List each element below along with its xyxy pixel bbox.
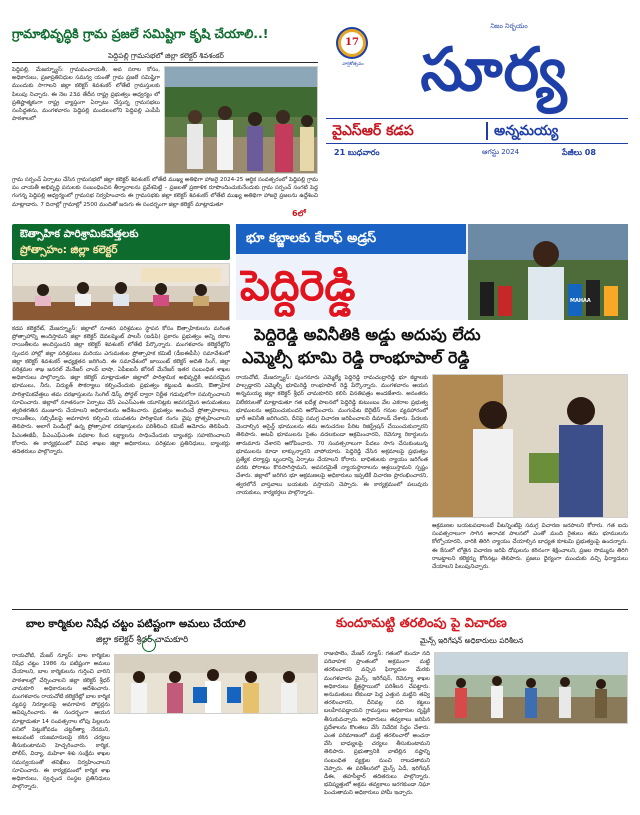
lead-banner-strip — [236, 224, 466, 254]
story2-body: కడప కలెక్టరేట్, మేజర్న్యూస్: జిల్లాలో నూతన పరిశ్రమలు స్థాపన కోసం ఔత్సాహికులను మరింత ప్రోత్సాహాన్ని అందిస్తామని జిల్లా కలెక్టర్ డెవలప్మెంట్ పాలసీ (ఐడిపి) ప్రకారం ప్రభుత్వం అన్ని రకాల రాయితీలను అందిస్తుందని జిల్లా కలెక్టర్ శివశంకర్ లోతేటి పేర్కొన్నారు. మంగళవారం కలెక్టరేట్లోని స్పందన హాల్లో జిల్లా పరిశ్రమలు మరియు ఎగుమతుల ప్రోత్సాహక కమిటీ (డీఐఈపీసీ) సమావేశంలో జిల్లా కలెక్టర్ శివశంకర్ అధ్యక్షతన జరిగింది. ఈ సమావేశంలో జాయింట్ కలెక్టర్ అదితి సింగ్, జిల్లా పరిశ్రమల శాఖ జనరల్ మేనేజర్ చాంద్ బాషా, ఏపీఐఐసీ జోనల్ మేనేజర్ ఇతర సంబంధిత శాఖల అధికారులు పాల్గొన్నారు. జిల్లా కలెక్టర్ మాట్లాడుతూ జిల్లాలో పారిశ్రామిక అభివృద్ధికి అవసరమైన భూములు, నీరు, విద్యుత్ సౌకర్యాలు కల్పించేందుకు ప్రభుత్వం కట్టుబడి ఉందని, ఔత్సాహిక పారిశ్రామికవేత్తలు తమ దరఖాస్తులను సింగిల్ డెస్క్ పోర్టల్ ద్వారా నిర్ణీత గడువులోగా సమర్పించాలని సూచించారు. జిల్లాలో నూతనంగా ఏర్పాటు చేసే ఎంఎస్ఎంఈ యూనిట్లకు అవసరమైన అనుమతులు త్వరితగతిన మంజూరు చేయాలని అధికారులను ఆదేశించారు. ప్రభుత్వం అందించే ప్రోత్సాహకాలు, రాయితీలు, సబ్సిడీలపై అవగాహన కల్పించి యువతను పారిశ్రామిక రంగం వైపు ప్రోత్సహించాలని తెలిపారు. అలాగే పెండింగ్లో ఉన్న ప్రోత్సాహక దరఖాస్తులను పరిశీలించి కమిటీ ఆమోదం తెలిపింది. పీఎంఈజీపీ, పీఎంఎఫ్ఎంఈ పథకాల కింద లక్ష్యాలను సాధించేందుకు బ్యాంకర్లు సహకరించాలని కోరారు. ఈ కార్యక్రమంలో వివిధ శాఖల జిల్లా అధికారులు, పరిశ్రమల ప్రతినిధులు, బ్యాంకర్లు తదితరులు పాల్గొన్నారు. — [12, 326, 230, 456]
story3-headline: బాల కార్మికుల నిషేధ చట్టం పటిష్టంగా అమలు చేయాలి — [26, 618, 246, 630]
story3-body: రాయచోటి, మేజర్ న్యూస్: బాల కార్మికుల నిషేధ చట్టం 1986 ను పటిష్టంగా అమలు చేయాలని, బాల కార్మికులను గుర్తించి వారిని పాఠశాలల్లో చేర్పించాలని జిల్లా కలెక్టర్ శ్రీధర్ చామకూరి అధికారులను ఆదేశించారు. మంగళవారం రాయచోటి కలెక్టరేట్లో బాల కార్మిక వ్యవస్థ నిర్మూలనపై అవగాహన పోస్టర్లను ఆవిష్కరించారు. ఈ సందర్భంగా ఆయన మాట్లాడుతూ 14 సంవత్సరాల లోపు పిల్లలను పనిలో పెట్టుకోవడం చట్టరీత్యా నేరమని, అటువంటి యజమానులపై కఠిన చర్యలు తీసుకుంటామని హెచ్చరించారు. కార్మిక, పోలీస్, విద్యా, మహిళా శిశు సంక్షేమ శాఖల సమన్వయంతో తనిఖీలు నిర్వహించాలని సూచించారు. ఈ కార్యక్రమంలో కార్మిక శాఖ అధికారులు, స్వచ్ఛంద సంస్థల ప్రతినిధులు పాల్గొన్నారు. — [12, 653, 110, 791]
masthead-tagline: నిజం నిర్భయం — [490, 22, 528, 30]
anniversary-number: 17 — [345, 37, 359, 48]
story4-subhead: మైన్స్ ఇరిగేషన్ అధికారులు పరిశీలన — [420, 636, 524, 645]
story2-header — [12, 224, 230, 260]
lead-photo — [432, 374, 628, 518]
story1-photo — [164, 66, 318, 174]
story1-subhead: పెద్దిపల్లి గ్రామసభలో జిల్లా కలెక్టర్ శివశంకర్ — [108, 51, 224, 60]
story1-body-left: పెద్దిపల్లి, మేజర్న్యూస్: గ్రామపంచాయతీ, అవ సరాల కోసం, అధికారులు, ప్రజాప్రతినిధుల సమన్వ యంతో గ్రామ ప్రజలే సమిష్టిగా ముందుకు సాగాలని జిల్లా కలెక్టర్ శివశంకర్ లోతేటి గ్రామస్తులకు పిలుపు నిచ్చారు. ఈ నెల 23వ తేదీన రాష్ట్ర ప్రభుత్వం ఆధ్వర్యం లో ప్రతిష్టాత్మకంగా రాష్ట్ర వ్యాప్తంగా ఏర్పాటు చేస్తున్న గ్రామసభలు సంసిద్ధతను, మంగళవారం పెద్దిపల్లి మండలంలోని పెద్దిపల్లి ఎంపీపీ పాఠశాలలో — [12, 67, 160, 123]
story3-byline: జిల్లా కలెక్టర్ శ్రీధర్ చామకూరి — [96, 635, 189, 645]
lead-big-name: పెద్దిరెడ్డి — [240, 261, 356, 310]
lead-body-left: రాయచోటి, మేజర్న్యూస్: పుంగనూరు ఎమ్మెల్యే పెద్దిరెడ్డి రామచంద్రారెడ్డి భూ కబ్జాలకు పాల్పడ్డారని ఎమ్మెల్సీ భూమిరెడ్డి రాంభూపాల్ రెడ్డి పేర్కొన్నారు. మంగళవారం ఆయన అన్నమయ్య జిల్లా కలెక్టర్ శ్రీధర్ చామకూరిని కలిసి వినతిపత్రం అందజేశారు. అనంతరం విలేకరులతో మాట్లాడుతూ గత ఐదేళ్ల పాలనలో పెద్దిరెడ్డి కుటుంబం వేల ఎకరాల ప్రభుత్వ భూములను ఆక్రమించుకుందని ఆరోపించారు. మంగంపేట బెరైటీస్ గనుల వ్యవహారంలో భారీ అవినీతి జరిగిందని, దీనిపై సమగ్ర విచారణ జరిపించాలని డిమాండ్ చేశారు. పేదలకు చెందాల్సిన అసైన్డ్ భూములను తమ అనుచరుల పేరిట రిజిస్ట్రేషన్ చేయించుకున్నారని తెలిపారు. అటవీ భూములను సైతం వదలకుండా ఆక్రమించారని, రెవెన్యూ రికార్డులను తారుమారు చేశారని ఆరోపించారు. 70 సంవత్సరాలుగా పేదలు సాగు చేసుకుంటున్న భూములను కూడా లాక్కున్నారని వాపోయారు. పెద్దిరెడ్డి చేసిన అక్రమాలపై ప్రభుత్వం ప్రత్యేక దర్యాప్తు బృందాన్ని ఏర్పాటు చేయాలని కోరారు. బాధితులకు న్యాయం జరిగేంత వరకు పోరాటం కొనసాగిస్తామని, అవసరమైతే న్యాయస్థానాలను ఆశ్రయిస్తామని స్పష్టం చేశారు. జిల్లాలో జరిగిన భూ ఆక్రమణలపై అధికారులు ఇప్పటికే విచారణ ప్రారంభించారని, త్వరలోనే వాస్తవాలు బయటకు వస్తాయని చెప్పారు. ఈ కార్యక్రమంలో పలువురు నాయకులు, కార్యకర్తలు పాల్గొన్నారు. — [236, 375, 428, 496]
story4-photo — [434, 652, 628, 724]
story1-body-full: గ్రామ సర్పంచ్ ఏర్పాటు చేసిన గ్రామసభలో జిల్లా కలెక్టర్ శివశంకర్ లోతేటి ముఖ్య అతిథిగా హాజరై 2024-25 ఆర్థిక సంవత్సరంలో పెద్దిపల్లి గ్రామ పం చాయతీ అభివృద్ధి పనులకు సంబంధించిన తీర్మానాలను ప్రవేశపెట్టి – ప్రజలతో ప్రణాళిక రూపొందించుకునేందుకు గ్రామ సర్పంచ్ సంగటి పెద్ద గంగన్న పెద్దిపల్లి ఆధ్వర్యంలో గ్రామసభ నిర్వహించారు ఈ గ్రామసభకు జిల్లా కలెక్టర్ శివశంకర్ లోతేటి ముఖ్య అతిథిగా హాజరై ప్రజలను ఉద్దేశించి మాట్లాడారు. 7 దినాల్లో గ్రామాల్లో 2500 మందితో జరుగు ఈ సందర్భంగా జిల్లా కలెక్టర్ మాట్లాడుతూ — [12, 177, 318, 208]
lead-headline-2: ఎమ్మెల్సీ భూమి రెడ్డి రాంభూపాల్ రెడ్డి — [242, 348, 470, 367]
story3-photo — [114, 654, 318, 714]
masthead — [326, 20, 628, 162]
lead-banner — [236, 224, 628, 320]
mic-logo: MAHAA — [570, 298, 591, 304]
lead-body-right: ఆక్రమణల బయటపడాలంటే వీటన్నింటిపై సమగ్ర విచారణ జరపాలని కోరారు. గత ఐదు సంవత్సరాలుగా సాగిన అరాచక పాలనలో ఎంతో మంది రైతులు తమ భూములను కోల్పోయారని, వారికి తిరిగి న్యాయం చేయాల్సిన బాధ్యత కూటమి ప్రభుత్వంపై ఉందన్నారు. ఈ కేసులో లోతైన విచారణ జరిపి దోషులను కఠినంగా శిక్షించాలని, ప్రజల సొమ్మును తిరిగి రాబట్టాలని కలెక్టర్ను కోరినట్లు తెలిపారు. ప్రజలు ధైర్యంగా ముందుకు వచ్చి ఫిర్యాదులు చేయాలని పిలుపునిచ్చారు. — [432, 523, 628, 571]
story4-body: రాజుపాలెం, మేజర్ న్యూస్: గతంలో కుందూ నది పరివాహక ప్రాంతంలో అక్రమంగా మట్టి తరలించారని వచ్చిన ఫిర్యాదుల మేరకు మంగళవారం మైన్స్, ఇరిగేషన్, రెవెన్యూ శాఖల అధికారులు క్షేత్రస్థాయిలో పరిశీలన చేపట్టారు. అనుమతులు లేకుండా పెద్ద ఎత్తున మట్టిని తవ్వి తరలించారని, దీనివల్ల నది కట్టలు బలహీనపడ్డాయని గ్రామస్తులు అధికారుల దృష్టికి తీసుకువచ్చారు. అధికారులు తవ్వకాలు జరిపిన ప్రదేశాలను కొలతలు వేసి నివేదిక సిద్ధం చేశారు. ఎంత పరిమాణంలో మట్టి తరలించారో అంచనా వేసి బాధ్యులపై చర్యలు తీసుకుంటామని తెలిపారు. ప్రభుత్వానికి వాటిల్లిన నష్టాన్ని సంబంధిత వ్యక్తుల నుంచి రాబడతామని చెప్పారు. ఈ పరిశీలనలో మైన్స్ ఏడీ, ఇరిగేషన్ డీఈ, తహసీల్దార్ తదితరులు పాల్గొన్నారు. భవిష్యత్తులో అక్రమ తవ్వకాలు జరగకుండా నిఘా పెంచుతామని అధికారులు హామీ ఇచ్చారు. — [324, 651, 430, 797]
edition-right: అన్నమయ్య — [494, 123, 559, 139]
story1-continued: 6లో — [292, 209, 306, 218]
story2-photo — [12, 263, 230, 321]
date-month: ఆగస్టు 2024 — [482, 148, 520, 156]
date-day: 21 బుధవారం — [334, 148, 380, 157]
divider — [12, 62, 318, 63]
story2-headline-line2: ప్రోత్సాహం: జిల్లా కలెక్టర్ — [20, 244, 118, 256]
lead-press-photo — [468, 224, 628, 320]
govt-emblem-icon — [142, 638, 156, 652]
edition-separator — [486, 122, 488, 140]
lead-banner-text: భూ కబ్జాలకు కేరాఫ్ అడ్రస్ — [246, 231, 377, 246]
story4-headline: కుందూమట్టి తరలింపు పై విచారణ — [336, 616, 507, 631]
divider — [12, 609, 628, 610]
edition-left: వైఎస్ఆర్ కడప — [332, 123, 414, 139]
newspaper-logo: సూర్య — [420, 35, 568, 105]
anniversary-label: వార్షికోత్సవం — [342, 62, 364, 67]
story1-headline: గ్రామాభివృద్ధికి గ్రామ ప్రజలే సమిష్టిగా కృషి చేయాలి..! — [12, 26, 269, 41]
edition-bar — [326, 118, 628, 144]
lead-headline-1: పెద్దిరెడ్డి అవినీతికి అడ్డు అదుపు లేదు — [254, 325, 481, 344]
page-count: పేజీలు 08 — [562, 148, 596, 157]
story2-headline-line1: ఔత్సాహిక పారిశ్రామికవేత్తలకు — [20, 228, 139, 240]
